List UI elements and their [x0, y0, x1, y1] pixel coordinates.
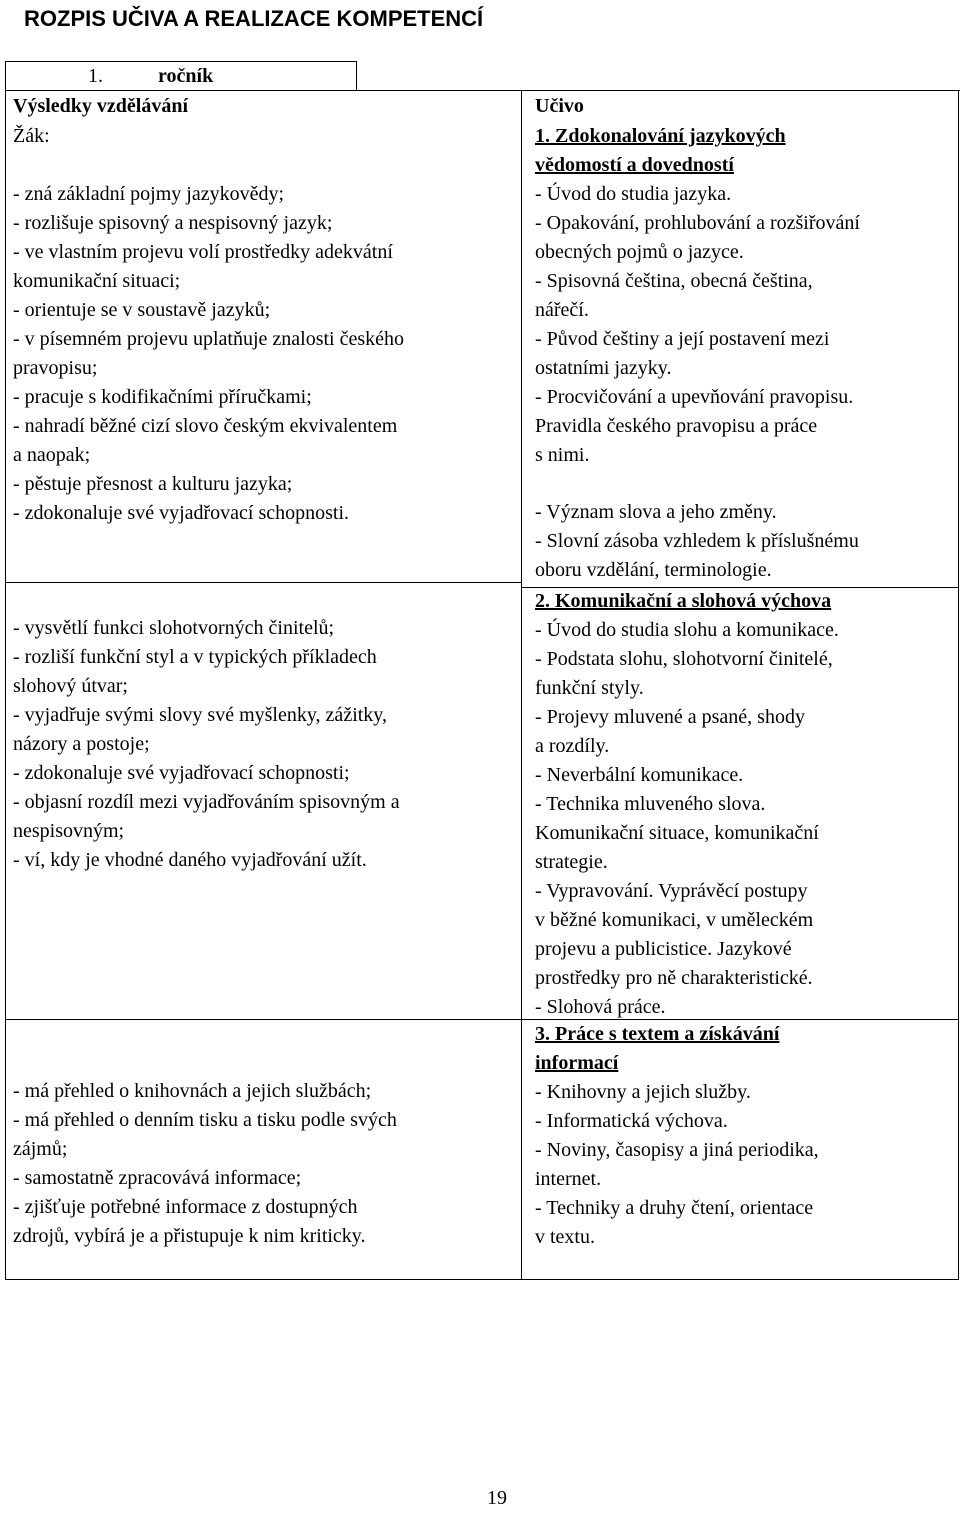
curriculum-item: - Technika mluveného slova.: [535, 793, 766, 815]
outcome-item: - pěstuje přesnost a kulturu jazyka;: [13, 473, 293, 495]
outcome-item: - nahradí běžné cizí slovo českým ekvivalentem: [13, 415, 398, 437]
curriculum-item: strategie.: [535, 851, 608, 873]
curriculum-item: internet.: [535, 1168, 602, 1190]
header-outcomes: Výsledky vzdělávání: [13, 95, 189, 117]
year-box-right-border: [356, 61, 357, 91]
curriculum-item: - Noviny, časopisy a jiná periodika,: [535, 1139, 819, 1161]
outcome-item: - ví, kdy je vhodné daného vyjadřování užít.: [13, 849, 367, 871]
curriculum-item: Komunikační situace, komunikační: [535, 822, 819, 844]
year-label: ročník: [158, 65, 214, 87]
outcome-item: - objasní rozdíl mezi vyjadřováním spisovným a: [13, 791, 400, 813]
curriculum-item: - Projevy mluvené a psané, shody: [535, 706, 805, 728]
outcome-item: - zdokonaluje své vyjadřovací schopnosti;: [13, 762, 350, 784]
student-label: Žák:: [13, 125, 50, 147]
curriculum-item: - Původ češtiny a její postavení mezi: [535, 328, 830, 350]
outcome-item: nespisovným;: [13, 820, 125, 842]
section-2-outcomes: [13, 614, 400, 875]
curriculum-item: - Úvod do studia jazyka.: [535, 183, 732, 205]
curriculum-item: Pravidla českého pravopisu a práce: [535, 415, 818, 437]
curriculum-item: obecných pojmů o jazyce.: [535, 241, 744, 263]
curriculum-item: - Spisovná čeština, obecná čeština,: [535, 270, 813, 292]
curriculum-item: oboru vzdělání, terminologie.: [535, 559, 772, 581]
row-divider-left-2: [5, 1019, 522, 1020]
outcome-item: - rozlišuje spisovný a nespisovný jazyk;: [13, 212, 333, 234]
curriculum-item: funkční styly.: [535, 677, 644, 699]
curriculum-item: prostředky pro ně charakteristické.: [535, 967, 813, 989]
curriculum-item: - Neverbální komunikace.: [535, 764, 744, 786]
outcome-item: - zná základní pojmy jazykovědy;: [13, 183, 285, 205]
curriculum-item: v textu.: [535, 1226, 595, 1248]
year-number: 1.: [88, 65, 103, 87]
outcome-item: - samostatně zpracovává informace;: [13, 1167, 302, 1189]
curriculum-item: v běžné komunikaci, v uměleckém: [535, 909, 814, 931]
curriculum-item: - Techniky a druhy čtení, orientace: [535, 1197, 814, 1219]
section-1-content-b: [535, 498, 859, 585]
outcome-item: zdrojů, vybírá je a přistupuje k nim kriticky.: [13, 1225, 366, 1247]
section-3-outcomes: [13, 1077, 397, 1251]
curriculum-item: a rozdíly.: [535, 735, 610, 757]
outcome-item: - pracuje s kodifikačními příručkami;: [13, 386, 312, 408]
outcome-item: zájmů;: [13, 1138, 68, 1160]
outcome-item: - vyjadřuje svými slovy své myšlenky, zážitky,: [13, 704, 388, 726]
outcome-item: slohový útvar;: [13, 675, 128, 697]
outcome-item: - ve vlastním projevu volí prostředky adekvátní: [13, 241, 393, 263]
outcome-item: - zdokonaluje své vyjadřovací schopnosti.: [13, 502, 350, 524]
curriculum-item: - Knihovny a jejich služby.: [535, 1081, 751, 1103]
table-right-border: [958, 90, 959, 1280]
outcome-item: a naopak;: [13, 444, 91, 466]
section-heading-line: 2. Komunikační a slohová výchova: [535, 590, 832, 612]
outcome-item: - vysvětlí funkci slohotvorných činitelů;: [13, 617, 335, 639]
outcome-item: - v písemném projevu uplatňuje znalosti českého: [13, 328, 405, 350]
curriculum-item: nářečí.: [535, 299, 589, 321]
curriculum-item: - Slovní zásoba vzhledem k příslušnému: [535, 530, 859, 552]
section-heading-line: vědomostí a dovedností: [535, 154, 734, 176]
header-curriculum: Učivo: [535, 95, 584, 117]
curriculum-item: - Slohová práce.: [535, 996, 666, 1018]
row-divider-left-1: [5, 582, 522, 583]
curriculum-item: - Vypravování. Vyprávěcí postupy: [535, 880, 808, 902]
outcome-item: - zjišťuje potřebné informace z dostupných: [13, 1196, 358, 1218]
curriculum-item: - Úvod do studia slohu a komunikace.: [535, 619, 839, 641]
outcome-item: pravopisu;: [13, 357, 98, 379]
section-heading-line: 1. Zdokonalování jazykových: [535, 125, 786, 147]
curriculum-item: s nimi.: [535, 444, 590, 466]
section-2-curriculum: [535, 587, 839, 1022]
curriculum-item: ostatními jazyky.: [535, 357, 672, 379]
outcome-item: - má přehled o denním tisku a tisku podle svých: [13, 1109, 397, 1131]
table-column-divider: [521, 90, 522, 1280]
curriculum-item: - Podstata slohu, slohotvorní činitelé,: [535, 648, 833, 670]
section-1-outcomes: [13, 180, 404, 528]
page-number: 19: [487, 1487, 507, 1509]
table-top-border: [5, 90, 960, 91]
outcome-item: názory a postoje;: [13, 733, 150, 755]
curriculum-item: - Informatická výchova.: [535, 1110, 728, 1132]
outcome-item: - orientuje se v soustavě jazyků;: [13, 299, 271, 321]
section-heading-line: informací: [535, 1052, 619, 1074]
curriculum-item: - Význam slova a jeho změny.: [535, 501, 777, 523]
section-3-curriculum: [535, 1020, 819, 1252]
section-1-content-a: [535, 180, 860, 470]
outcome-item: - rozliší funkční styl a v typických příkladech: [13, 646, 377, 668]
curriculum-item: projevu a publicistice. Jazykové: [535, 938, 792, 960]
table-left-border: [5, 61, 6, 1280]
table-bottom-border: [5, 1279, 959, 1280]
page-title: ROZPIS UČIVA A REALIZACE KOMPETENCÍ: [24, 6, 484, 31]
section-1-heading: [535, 122, 786, 180]
curriculum-item: - Procvičování a upevňování pravopisu.: [535, 386, 854, 408]
curriculum-item: - Opakování, prohlubování a rozšiřování: [535, 212, 860, 234]
section-heading-line: 3. Práce s textem a získávání: [535, 1023, 780, 1045]
outcome-item: - má přehled o knihovnách a jejich službách;: [13, 1080, 372, 1102]
outcome-item: komunikační situaci;: [13, 270, 181, 292]
